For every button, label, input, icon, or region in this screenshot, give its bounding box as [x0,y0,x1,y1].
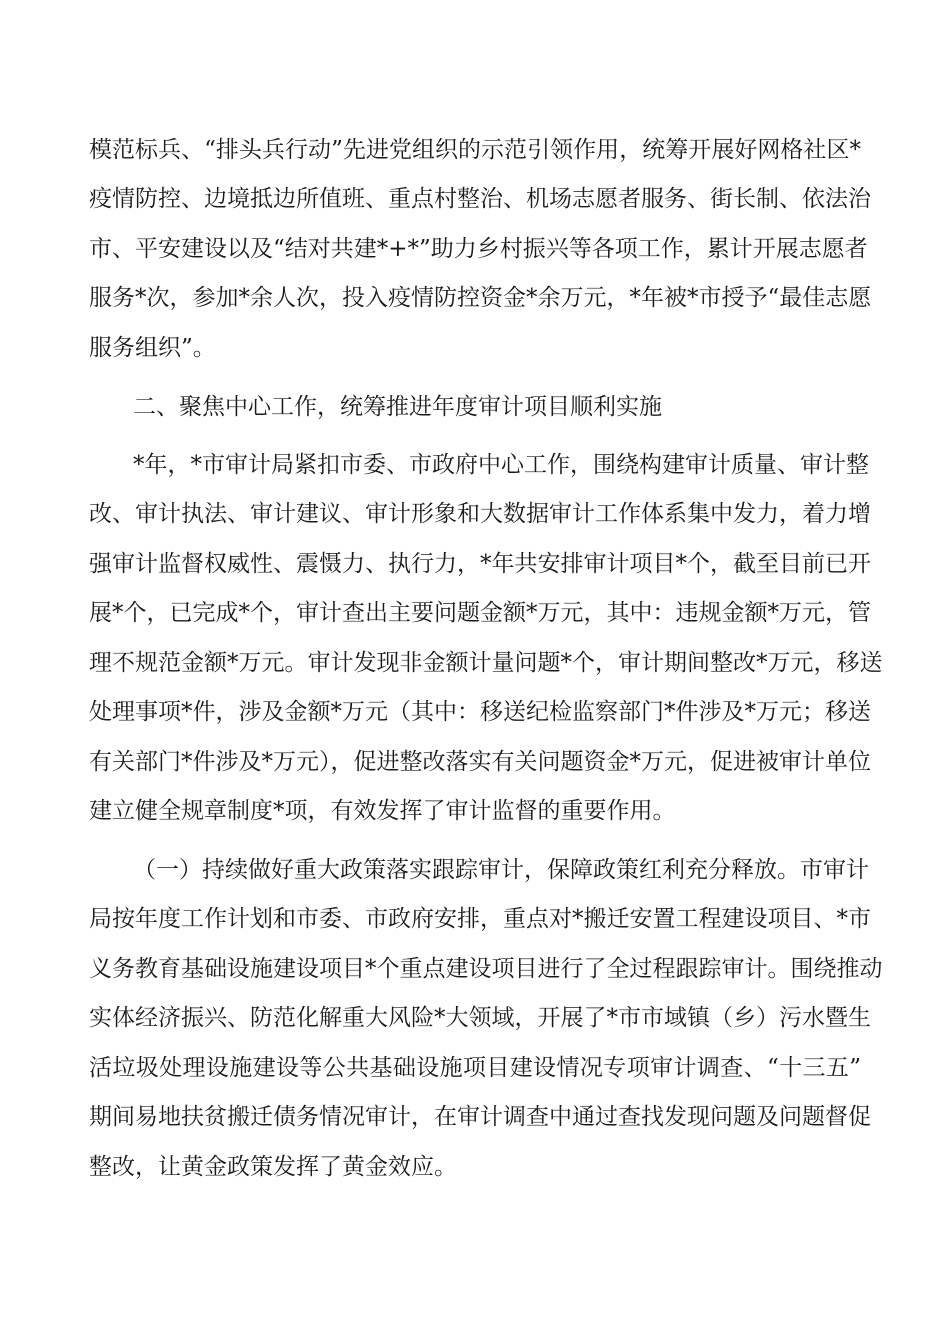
paragraph-3-line-5: 活垃圾处理设施建设等公共基础设施项目建设情况专项审计调查、“十三五” [89,1055,861,1081]
paragraph-2-line-4: 展*个，已完成*个，审计查出主要问题金额*万元，其中：违规金额*万元，管 [89,600,871,626]
paragraph-2-line-7: 有关部门*件涉及*万元），促进整改落实有关问题资金*万元，促进被审计单位 [89,749,871,775]
paragraph-1-line-3: 市、平安建设以及“结对共建*+*”助力乡村振兴等各项工作，累计开展志愿者 [89,236,868,262]
paragraph-2-line-3: 强审计监督权威性、震慑力、执行力，*年共安排审计项目*个，截至目前已开 [89,551,871,577]
paragraph-2-line-1: *年，*市审计局紧扣市委、市政府中心工作，围绕构建审计质量、审计整 [133,452,869,478]
paragraph-3-line-3: 义务教育基础设施建设项目*个重点建设项目进行了全过程跟踪审计。围绕推动 [89,956,883,982]
paragraph-2-line-6: 处理事项*件，涉及金额*万元（其中：移送纪检监察部门*件涉及*万元；移送 [89,699,871,725]
paragraph-3-line-1: （一）持续做好重大政策落实跟踪审计，保障政策红利充分释放。市审计 [133,857,869,883]
paragraph-3-line-2: 局按年度工作计划和市委、市政府安排，重点对*搬迁安置工程建设项目、*市 [89,906,871,932]
section-heading-2: 二、聚焦中心工作，统筹推进年度审计项目顺利实施 [133,394,662,420]
paragraph-3-line-6: 期间易地扶贫搬迁债务情况审计，在审计调查中通过查找发现问题及问题督促 [89,1104,871,1130]
paragraph-1-line-2: 疫情防控、边境抵边所值班、重点村整治、机场志愿者服务、街长制、依法治 [89,186,871,212]
paragraph-1-line-5: 服务组织”。 [89,335,216,361]
paragraph-1-line-4: 服务*次，参加*余人次，投入疫情防控资金*余万元，*年被*市授予“最佳志愿 [89,285,872,311]
paragraph-2-line-5: 理不规范金额*万元。审计发现非金额计量问题*个，审计期间整改*万元，移送 [89,650,883,676]
paragraph-3-line-4: 实体经济振兴、防范化解重大风险*大领域，开展了*市市域镇（乡）污水暨生 [89,1005,871,1031]
paragraph-3-line-7: 整改，让黄金政策发挥了黄金效应。 [89,1154,457,1180]
paragraph-1-line-1: 模范标兵、“排头兵行动”先进党组织的示范引领作用，统筹开展好网格社区* [89,137,861,163]
paragraph-2-line-2: 改、审计执法、审计建议、审计形象和大数据审计工作体系集中发力，着力增 [89,501,871,527]
paragraph-2-line-8: 建立健全规章制度*项，有效发挥了审计监督的重要作用。 [89,798,676,824]
